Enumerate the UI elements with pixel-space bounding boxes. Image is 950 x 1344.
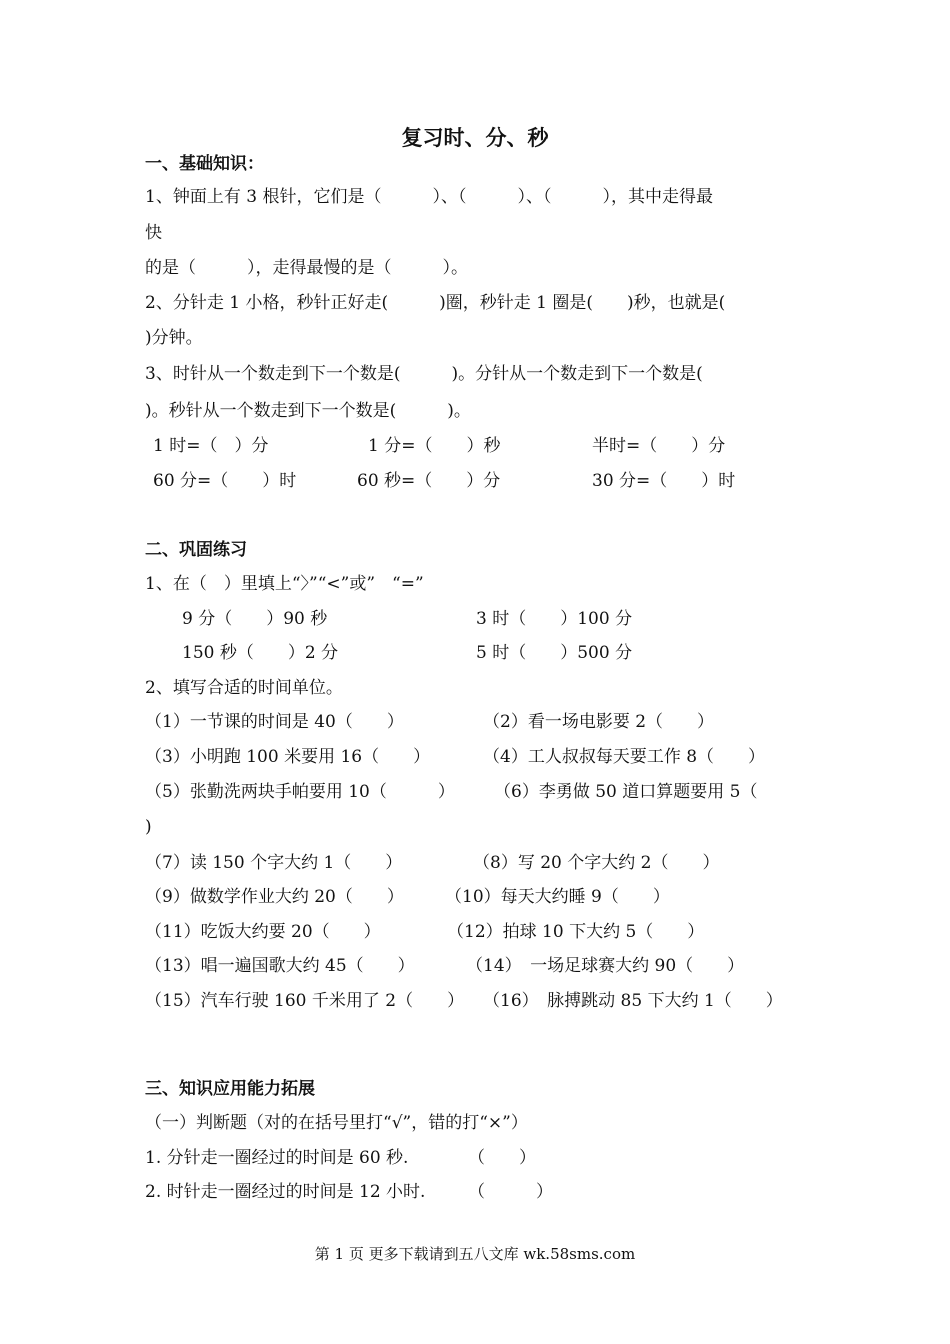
unit-item: （2）看一场电影要 2（ ） bbox=[483, 712, 715, 732]
judgement-item: 2. 时针走一圈经过的时间是 12 小时. （ ） bbox=[145, 1182, 553, 1202]
unit-item: （11）吃饭大约要 20（ ） bbox=[145, 922, 381, 942]
section-heading-application: 三、知识应用能力拓展 bbox=[145, 1079, 315, 1099]
unit-item: （8）写 20 个字大约 2（ ） bbox=[473, 853, 720, 873]
unit-item: （12）拍球 10 下大约 5（ ） bbox=[447, 922, 705, 942]
unit-item: （15）汽车行驶 160 千米用了 2（ ） bbox=[145, 991, 465, 1011]
unit-item: ) bbox=[145, 817, 152, 837]
section-heading-practice: 二、巩固练习 bbox=[145, 540, 247, 560]
conversion-item: 1 分=（ ）秒 bbox=[368, 436, 501, 456]
conversion-item: 60 分=（ ）时 bbox=[153, 471, 297, 491]
unit-item: （1）一节课的时间是 40（ ） bbox=[145, 712, 404, 732]
question-line: 的是（ ），走得最慢的是（ ）。 bbox=[145, 258, 468, 278]
question-line: 3、时针从一个数走到下一个数是( )。分针从一个数走到下一个数是( bbox=[145, 364, 703, 384]
section-heading-basics: 一、基础知识： bbox=[145, 154, 264, 174]
question-line: 1、钟面上有 3 根针，它们是（ ）、（ ）、（ ），其中走得最 bbox=[145, 187, 713, 207]
conversion-item: 60 秒=（ ）分 bbox=[357, 471, 501, 491]
unit-item: （9）做数学作业大约 20（ ） bbox=[145, 887, 404, 907]
compare-item: 9 分（ ）90 秒 bbox=[182, 609, 328, 629]
unit-item: （16） 脉搏跳动 85 下大约 1（ ） bbox=[483, 991, 783, 1011]
unit-item: （3）小明跑 100 米要用 16（ ） bbox=[145, 747, 431, 767]
conversion-item: 1 时=（ ）分 bbox=[153, 436, 269, 456]
conversion-item: 半时=（ ）分 bbox=[592, 436, 726, 456]
unit-item: （10）每天大约睡 9（ ） bbox=[445, 887, 670, 907]
compare-item: 150 秒（ ）2 分 bbox=[182, 643, 339, 663]
subsection-heading: （一）判断题（对的在括号里打“√”，错的打“×”） bbox=[145, 1113, 528, 1133]
unit-item: （4）工人叔叔每天要工作 8（ ） bbox=[483, 747, 766, 767]
unit-item: （5）张勤洗两块手帕要用 10（ ） bbox=[145, 782, 455, 802]
question-line: 2、分针走 1 小格，秒针正好走( )圈，秒针走 1 圈是( )秒，也就是( bbox=[145, 293, 726, 313]
conversion-item: 30 分=（ ）时 bbox=[592, 471, 736, 491]
judgement-item: 1. 分针走一圈经过的时间是 60 秒. （ ） bbox=[145, 1148, 536, 1168]
unit-item: （14） 一场足球赛大约 90（ ） bbox=[466, 956, 745, 976]
question-line: 快 bbox=[145, 223, 162, 243]
question-line: )。秒针从一个数走到下一个数是( )。 bbox=[145, 401, 471, 421]
question-line: )分钟。 bbox=[145, 328, 203, 348]
page-title: 复习时、分、秒 bbox=[401, 125, 549, 150]
question-line: 1、在（ ）里填上“〉”“<”或” “=” bbox=[145, 574, 424, 594]
question-line: 2、填写合适的时间单位。 bbox=[145, 678, 343, 698]
unit-item: （7）读 150 个字大约 1（ ） bbox=[145, 853, 403, 873]
compare-item: 3 时（ ）100 分 bbox=[476, 609, 633, 629]
compare-item: 5 时（ ）500 分 bbox=[476, 643, 633, 663]
page-footer: 第 1 页 更多下载请到五八文库 wk.58sms.com bbox=[314, 1245, 636, 1263]
unit-item: （6）李勇做 50 道口算题要用 5（ bbox=[494, 782, 758, 802]
unit-item: （13）唱一遍国歌大约 45（ ） bbox=[145, 956, 415, 976]
